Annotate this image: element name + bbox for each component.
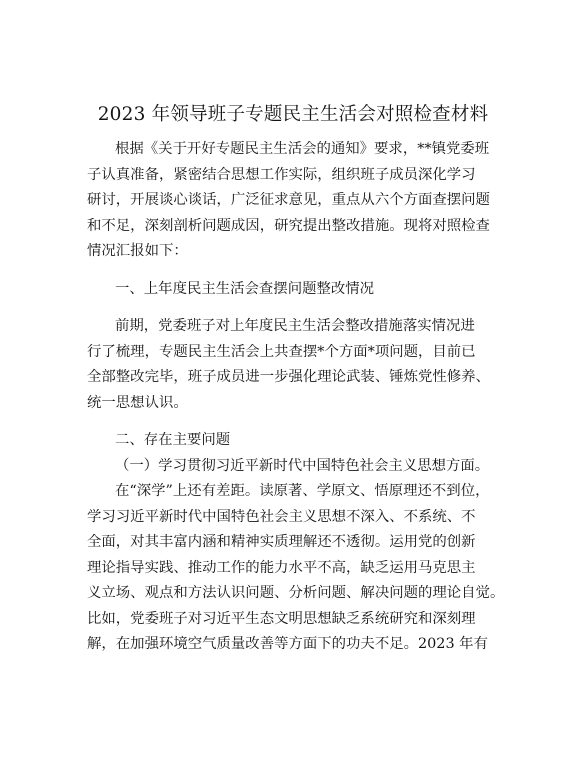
text-line: 全面，对其丰富内涵和精神实质理解还不透彻。运用党的创新	[87, 534, 476, 550]
text-line: 义立场、观点和方法认识问题、分析问题、解决问题的理论自觉。	[87, 585, 505, 601]
paragraph-gap	[87, 302, 517, 314]
text-line: 学习习近平新时代中国特色社会主义思想不深入、不系统、不	[87, 508, 476, 525]
text-line: 子认真准备，紧密结合思想工作实际，组织班子成员深化学习	[87, 166, 476, 183]
text-line: 统一思想认识。	[87, 394, 188, 411]
text-line: 解，在加强环境空气质量改善等方面下的功夫不足。2023 年有	[87, 636, 488, 652]
text-line: 根据《关于开好专题民主生活会的通知》要求，**镇党委班	[115, 141, 490, 157]
text-line: 理论指导实践、推动工作的能力水平不高，缺乏运用马克思主	[87, 559, 476, 576]
text-line: 二、存在主要问题	[115, 432, 231, 448]
text-line: 和不足，深刻剖析问题成因，研究提出整改措施。现将对照检查	[87, 217, 490, 234]
text-line: 行了梳理，专题民主生活会上共查摆*个方面*项问题，目前已	[87, 343, 476, 360]
document-body	[87, 137, 517, 658]
text-line: 情况汇报如下：	[87, 243, 188, 259]
text-line: 一、上年度民主生活会查摆问题整改情况	[115, 280, 375, 297]
document-title: 2023 年领导班子专题民主生活会对照检查材料	[97, 104, 489, 125]
paragraph-gap	[87, 265, 517, 277]
text-line: 比如，党委班子对习近平生态文明思想缺乏系统研究和深刻理	[87, 610, 476, 627]
text-line: 全部整改完毕，班子成员进一步强化理论武装、锤炼党性修养、	[87, 369, 490, 385]
text-line: 前期，党委班子对上年度民主生活会整改措施落实情况进	[115, 318, 475, 334]
paragraph-gap	[87, 416, 517, 428]
text-line: （一）学习贯彻习近平新时代中国特色社会主义思想方面。	[115, 457, 490, 474]
text-line: 在“深学”上还有差距。读原著、学原文、悟原理还不到位，	[115, 483, 490, 499]
text-line: 研讨，开展谈心谈话，广泛征求意见，重点从六个方面查摆问题	[87, 192, 490, 208]
